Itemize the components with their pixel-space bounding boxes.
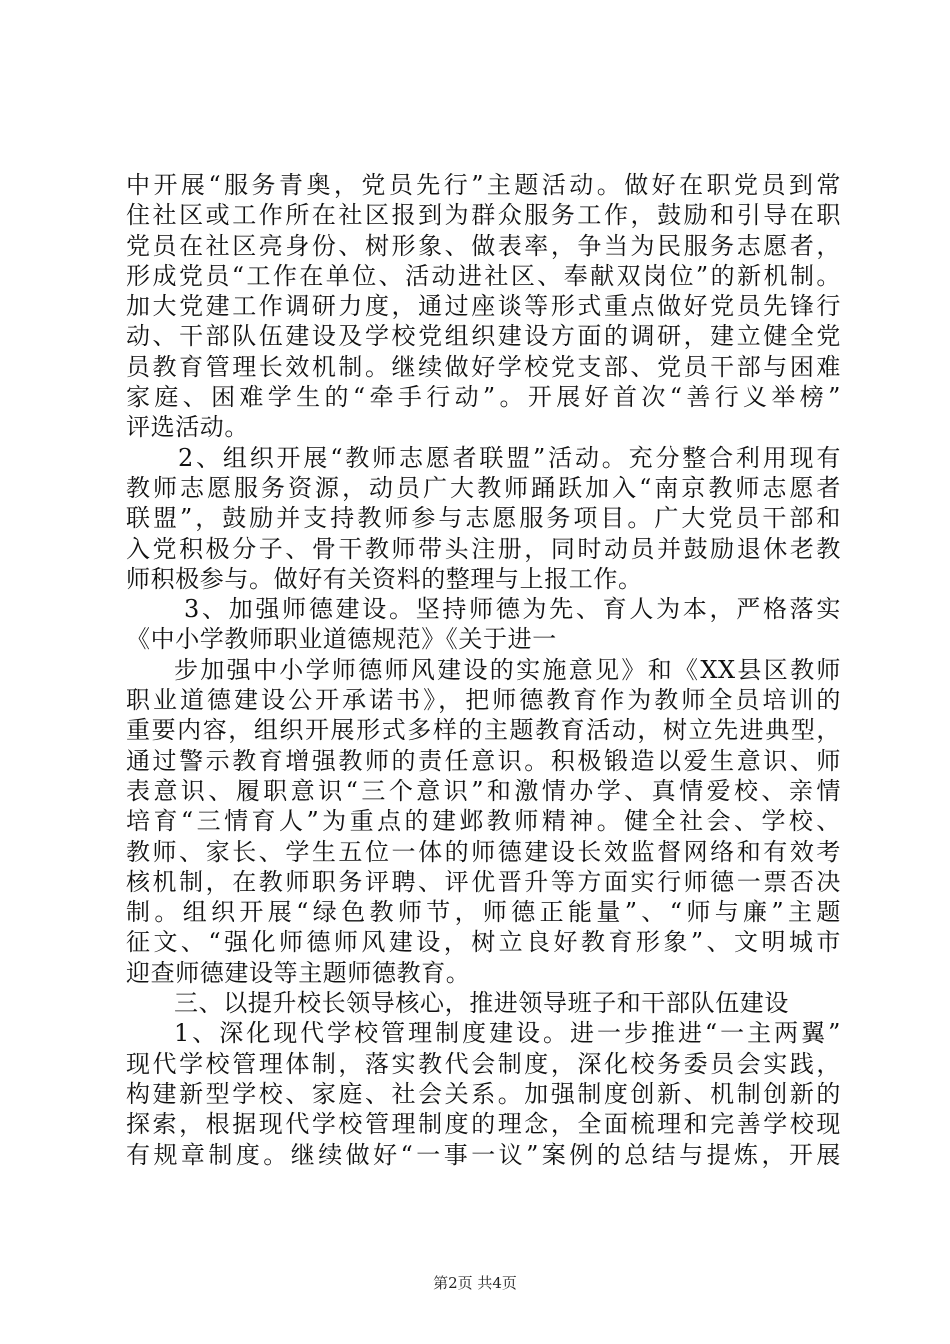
page-number-footer: 第2页 共4页 <box>433 1274 517 1292</box>
text-line: 探索，根据现代学校管理制度的理念，全面梳理和完善学校现 <box>126 1110 841 1139</box>
text-line: 核机制，在教师职务评聘、评优晋升等方面实行师德一票否决 <box>126 867 841 896</box>
text-line: 加大党建工作调研力度，通过座谈等形式重点做好党员先锋行 <box>126 292 841 321</box>
text-line: 员教育管理长效机制。继续做好学校党支部、党员干部与困难 <box>126 352 841 381</box>
text-line: 表意识、履职意识“三个意识”和激情办学、真情爱校、亲情 <box>126 776 841 805</box>
paragraph-start-line: 步加强中小学师德师风建设的实施意见》和《XX县区教师 <box>174 655 841 684</box>
text-line: 评选活动。 <box>126 413 249 442</box>
paragraph-start-line: 1、深化现代学校管理制度建设。进一步推进“一主两翼” <box>174 1019 841 1048</box>
text-line: 住社区或工作所在社区报到为群众服务工作，鼓励和引导在职 <box>126 201 841 230</box>
text-line: 入党积极分子、骨干教师带头注册，同时动员并鼓励退休老教 <box>126 534 841 563</box>
text-line: 联盟”，鼓励并支持教师参与志愿服务项目。广大党员干部和 <box>126 504 841 533</box>
text-line: 征文、“强化师德师风建设，树立良好教育形象”、文明城市 <box>126 928 841 957</box>
text-line: 教师、家长、学生五位一体的师德建设长效监督网络和有效考 <box>126 837 841 866</box>
text-line: 党员在社区亮身份、树形象、做表率，争当为民服务志愿者， <box>126 231 841 260</box>
text-line: 形成党员“工作在单位、活动进社区、奉献双岗位”的新机制。 <box>126 261 841 290</box>
paragraph-start-line: 3、加强师德建设。坚持师德为先、育人为本，严格落实 <box>184 595 841 624</box>
document-body <box>126 170 841 1170</box>
text-line: 培育“三情育人”为重点的建邺教师精神。健全社会、学校、 <box>126 807 841 836</box>
text-line: 构建新型学校、家庭、社会关系。加强制度创新、机制创新的 <box>126 1079 841 1108</box>
text-line: 职业道德建设公开承诺书》，把师德教育作为教师全员培训的 <box>126 686 841 715</box>
paragraph-start-line: 2、组织开展“教师志愿者联盟”活动。充分整合利用现有 <box>178 443 841 472</box>
text-line: 《中小学教师职业道德规范》《关于进一 <box>126 625 557 654</box>
text-line: 有规章制度。继续做好“一事一议”案例的总结与提炼，开展 <box>126 1140 841 1169</box>
text-line: 现代学校管理体制，落实教代会制度，深化校务委员会实践， <box>126 1049 841 1078</box>
text-line: 重要内容，组织开展形式多样的主题教育活动，树立先进典型， <box>126 716 841 745</box>
text-line: 制。组织开展“绿色教师节，师德正能量”、“师与廉”主题 <box>126 898 841 927</box>
text-line: 中开展“服务青奥，党员先行”主题活动。做好在职党员到常 <box>126 171 841 199</box>
text-line: 师积极参与。做好有关资料的整理与上报工作。 <box>126 564 643 593</box>
text-line: 家庭、困难学生的“牵手行动”。开展好首次“善行义举榜” <box>126 383 841 412</box>
text-line: 通过警示教育增强教师的责任意识。积极锻造以爱生意识、师 <box>126 746 841 775</box>
text-line: 动、干部队伍建设及学校党组织建设方面的调研，建立健全党 <box>126 322 841 351</box>
text-line: 迎查师德建设等主题师德教育。 <box>126 958 471 987</box>
text-line: 教师志愿服务资源，动员广大教师踊跃加入“南京教师志愿者 <box>126 473 841 502</box>
section-heading: 三、以提升校长领导核心，推进领导班子和干部队伍建设 <box>174 989 789 1018</box>
